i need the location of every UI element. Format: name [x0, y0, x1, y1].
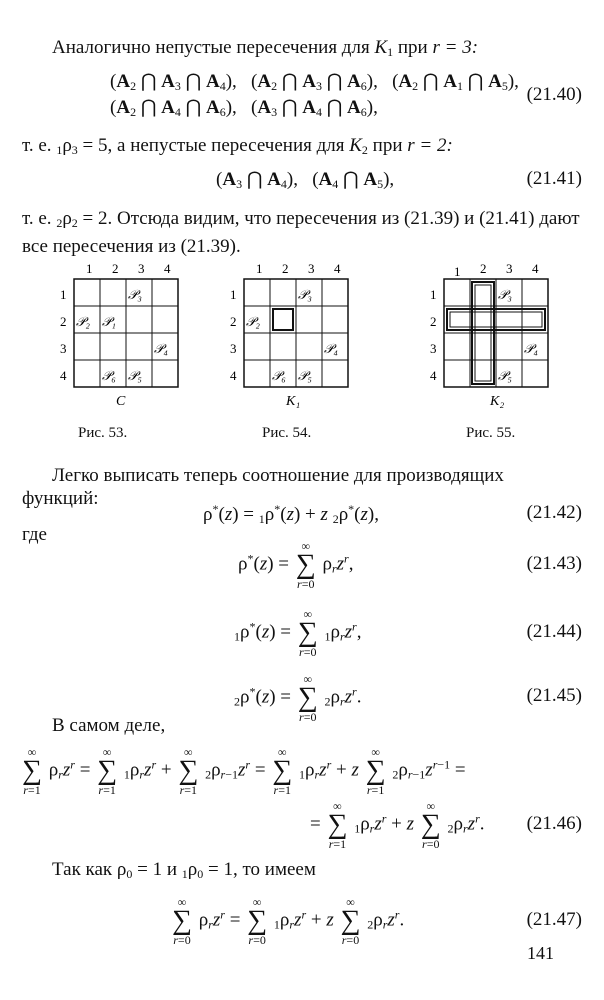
- text-span: Так как: [52, 859, 113, 880]
- caption-53: Рис. 53.: [78, 425, 128, 441]
- figure-54: [222, 262, 352, 418]
- word-gde: где: [22, 524, 47, 545]
- text-span: при: [397, 37, 428, 58]
- text-span: Аналогично непустые пересечения для: [52, 37, 370, 58]
- row-label: 3: [60, 341, 67, 356]
- paragraph-conclusion: т. е. $2\rho_2 = 2$. Отсюда видим, что пересечения из (21.39) и (21.41) дают все пересечения из (21.39).: [22, 208, 580, 257]
- equation-number: (21.42): [526, 502, 582, 523]
- text-span: , то имеем: [232, 859, 316, 880]
- row-label: 4: [230, 368, 237, 383]
- row-label: 3: [230, 341, 237, 356]
- paragraph-indeed: В самом деле,: [52, 715, 166, 736]
- equation-number: (21.40): [526, 84, 582, 105]
- col-label: 2: [480, 262, 487, 276]
- col-label: 4: [164, 262, 171, 276]
- row-label: 3: [430, 341, 437, 356]
- var-k: K: [374, 37, 388, 58]
- text-span: при: [372, 135, 403, 156]
- equation-number: (21.46): [526, 813, 582, 834]
- equation-21-46-line2: = ∞ ∑ r=1 $1\rho_rz^r + z$ ∞ ∑ r=0 $2\rho_rz^r$.: [310, 799, 485, 851]
- figure-letter: C: [116, 394, 126, 409]
- cell-label: 𝒫₆: [272, 368, 286, 383]
- paragraph-k1: [22, 36, 582, 64]
- figure-55: [428, 262, 558, 418]
- equation-number: (21.45): [526, 685, 582, 706]
- text-span: = 2. Отсюда видим, что пересечения из (21.39) и (21.41) дают все пересечения из (21.39).: [22, 208, 580, 257]
- equation-21-41: ($A_3$ ⋂ $A_4$), ($A_4$ ⋂ $A_5$),: [216, 169, 395, 191]
- col-label: 3: [308, 262, 315, 276]
- figure-letter: K₂: [490, 394, 505, 409]
- cell-label: 𝒫₄: [524, 341, 538, 356]
- cell-label: 𝒫₄: [324, 341, 338, 356]
- paragraph-generating: Легко выписать теперь соотношение для производящих функций:: [22, 465, 504, 509]
- col-label: 3: [506, 262, 513, 276]
- row-label: 4: [430, 368, 437, 383]
- row-label: 1: [430, 287, 437, 302]
- figure-letter: K₁: [286, 394, 301, 409]
- col-label: 1: [454, 264, 461, 279]
- figure-53: [52, 262, 182, 418]
- col-label: 2: [112, 262, 119, 276]
- var-k: K: [349, 135, 362, 156]
- equation-21-40-line2: ($A_2$ ⋂ $A_4$ ⋂ $A_6$), ($A_3$ ⋂ $A_4$ ⋂ $A_6$),: [110, 97, 378, 119]
- sub: 2: [361, 143, 368, 157]
- var-r: r = 3:: [432, 37, 479, 58]
- col-label: 1: [86, 262, 93, 276]
- equation-number: (21.44): [526, 621, 582, 642]
- equation-21-44: 1ρ*(z) = ∞ ∑ r=0 $1\rho_rz^r$,: [234, 607, 362, 659]
- row-label: 2: [60, 314, 67, 329]
- col-label: 4: [532, 262, 539, 276]
- cell-label: 𝒫₃: [298, 287, 312, 302]
- cell-label: 𝒫₆: [102, 368, 116, 383]
- equation-21-46-line1: ∞ ∑ r=1 $\rho_rz^r$ = ∞ ∑ r=1 $1\rho_rz^r$ + ∞ ∑ r=1 $2\rho_{r-1}z^r$ = ∞ ∑ r=1 $1\rho_rz^r + z$ ∞ ∑ r=1 $2\rho_{r-1}z^{r-1}$ =: [22, 745, 466, 797]
- paragraph-k2: т. е. $1\rho_3 = 5$, а непустые пересечения для $K_2$ при r = 2:: [22, 135, 453, 157]
- cell-label: 𝒫₂: [246, 314, 260, 329]
- equation-21-47: ∞ ∑ r=0 $\rho_rz^r$ = ∞ ∑ r=0 $1\rho_rz^r + z$ ∞ ∑ r=0 $2\rho_rz^r$.: [172, 895, 405, 947]
- col-label: 2: [282, 262, 289, 276]
- text-span: т. е.: [22, 208, 52, 229]
- var-r: r = 2:: [407, 135, 453, 156]
- equation-21-40-line1: ($A_2$ ⋂ $A_3$ ⋂ $A_4$), ($A_2$ ⋂ $A_3$ ⋂ $A_6$), ($A_2$ ⋂ $A_1$ ⋂ $A_5$),: [110, 71, 519, 93]
- row-label: 1: [60, 287, 67, 302]
- equation-21-42: ρ*(z) = 1ρ*(z) + z 2ρ*(z),: [203, 502, 379, 526]
- cell-label: 𝒫₂: [76, 314, 90, 329]
- equation-21-45: 2ρ*(z) = ∞ ∑ r=0 $2\rho_rz^r$.: [234, 672, 362, 724]
- row-label: 4: [60, 368, 67, 383]
- row-label: 2: [430, 314, 437, 329]
- sub: 1: [387, 45, 394, 59]
- row-label: 2: [230, 314, 237, 329]
- cell-label: 𝒫₅: [298, 368, 312, 383]
- cell-label: 𝒫₃: [128, 287, 142, 302]
- cell-label: 𝒫₅: [128, 368, 142, 383]
- row-label: 1: [230, 287, 237, 302]
- col-label: 4: [334, 262, 341, 276]
- text-span: и: [166, 859, 178, 880]
- cell-label: 𝒫₄: [154, 341, 168, 356]
- equation-21-43: ρ*(z) = ∞ ∑ r=0 $\rho_rz^r$,: [238, 539, 354, 591]
- col-label: 1: [256, 262, 263, 276]
- equation-number: (21.41): [526, 168, 582, 189]
- equation-number: (21.43): [526, 553, 582, 574]
- cell-label: 𝒫₃: [498, 287, 512, 302]
- cell-label: 𝒫₅: [498, 368, 512, 383]
- caption-55: Рис. 55.: [466, 425, 516, 441]
- text-span: т. е.: [22, 135, 52, 156]
- cell-label: 𝒫₁: [102, 314, 116, 329]
- text-span: = 5, а непустые пересечения для: [82, 135, 345, 156]
- equation-number: (21.47): [526, 909, 582, 930]
- page-number: 141: [527, 943, 554, 963]
- col-label: 3: [138, 262, 145, 276]
- paragraph-since: Так как $\rho_0 = 1$ и $1\rho_0 = 1$, то имеем: [52, 859, 316, 881]
- caption-54: Рис. 54.: [262, 425, 312, 441]
